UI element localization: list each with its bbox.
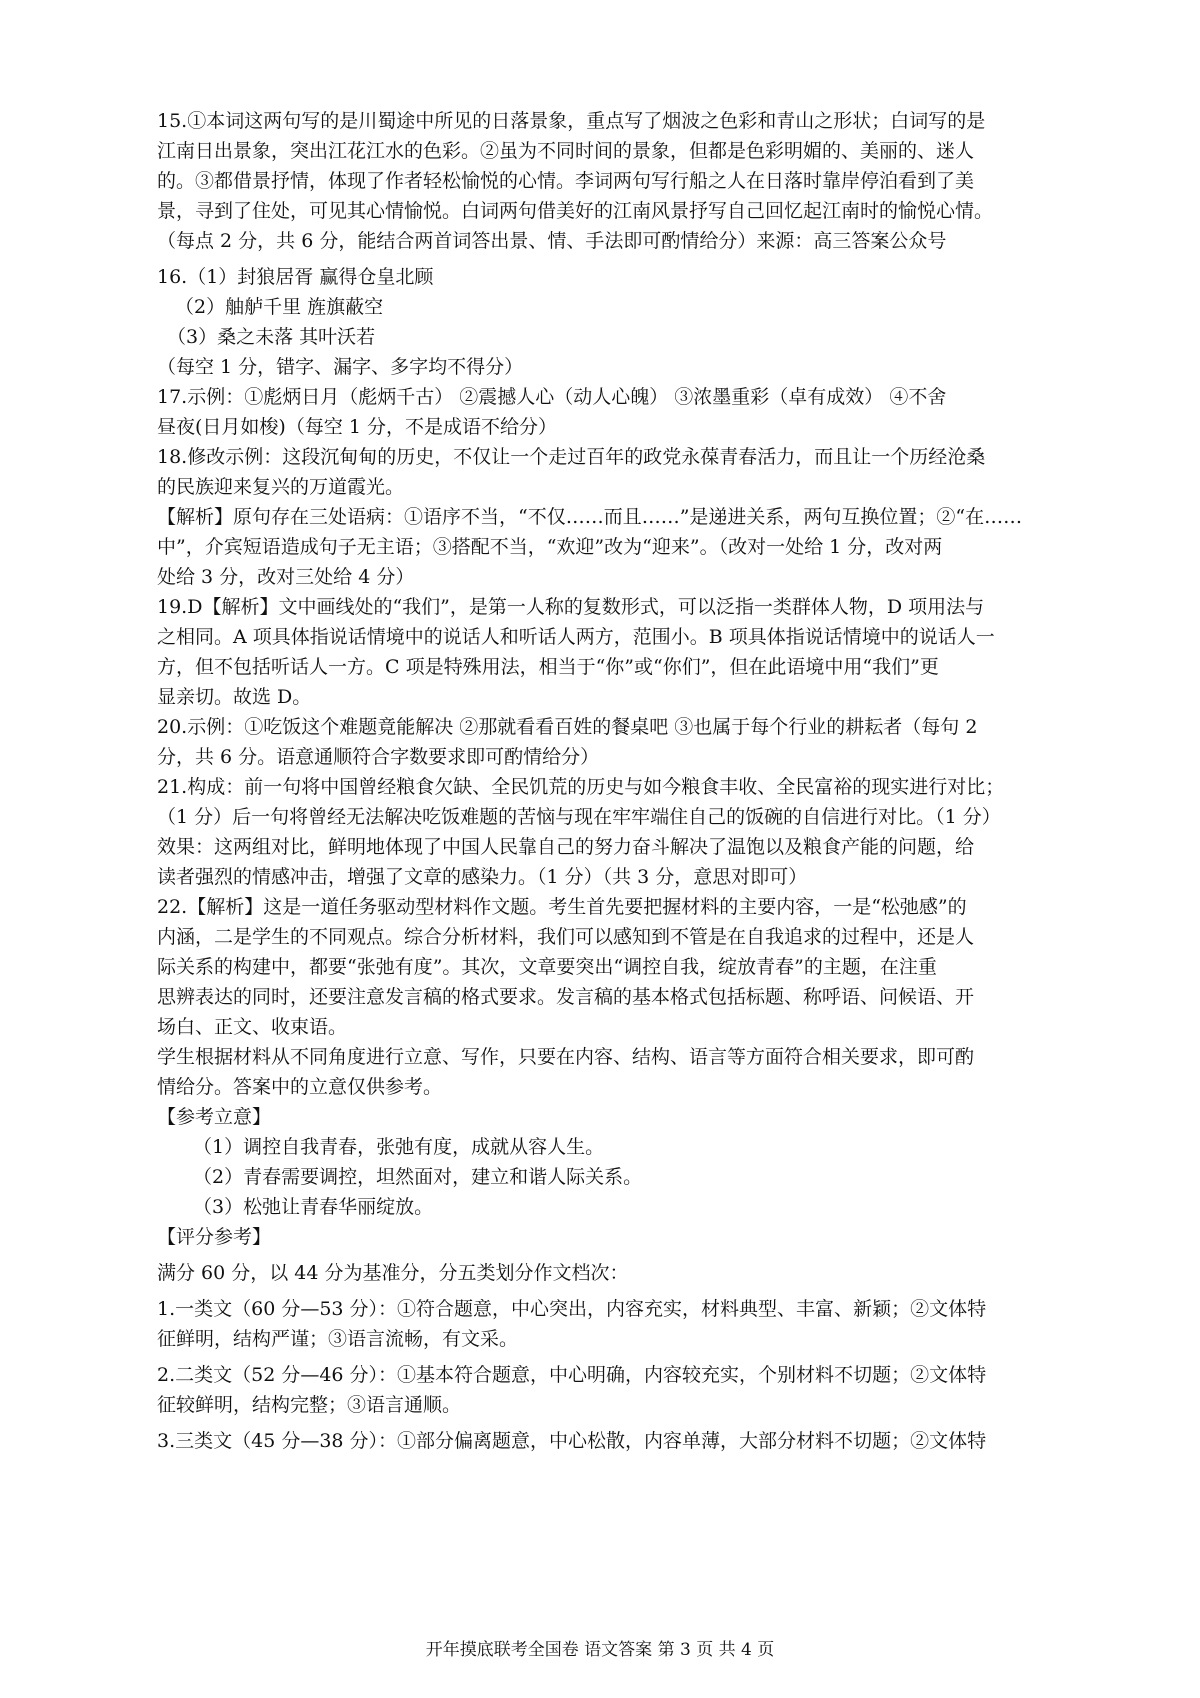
text-line: 征鲜明，结构严谨；③语言流畅，有文采。 xyxy=(157,1328,519,1350)
list-item: （1）调控自我青春，张弛有度，成就从容人生。 xyxy=(193,1136,605,1158)
text-line: 际关系的构建中，都要“张弛有度”。其次，文章要突出“调控自我，绽放青春”的主题，在注重 xyxy=(157,956,937,978)
text-line: 学生根据材料从不同角度进行立意、写作，只要在内容、结构、语言等方面符合相关要求，即可酌 xyxy=(157,1046,975,1068)
text-line: 的民族迎来复兴的万道霞光。 xyxy=(157,476,405,498)
text-line: （3）桑之未落 其叶沃若 xyxy=(167,326,376,348)
text-line: 显亲切。故选 D。 xyxy=(157,686,312,708)
section-heading-scoring-reference: 【评分参考】 xyxy=(157,1226,272,1248)
text-line: 景，寻到了住处，可见其心情愉悦。白词两句借美好的江南风景抒写自己回忆起江南时的愉悦心情。 xyxy=(157,200,994,222)
answer-page-body xyxy=(157,106,1067,1456)
text-line: 江南日出景象，突出江花江水的色彩。②虽为不同时间的景象，但都是色彩明媚的、美丽的、迷人 xyxy=(157,140,975,162)
section-heading-reference-ideas: 【参考立意】 xyxy=(157,1106,272,1128)
question-18-heading: 18.修改示例：这段沉甸甸的历史，不仅让一个走过百年的政党永葆青春活力，而且让一个历经沧桑 xyxy=(157,446,986,468)
text-line: 处给 3 分，改对三处给 4 分） xyxy=(157,566,415,588)
text-line: 征较鲜明，结构完整；③语言通顺。 xyxy=(157,1394,462,1416)
text-line: 情给分。答案中的立意仅供参考。 xyxy=(157,1076,443,1098)
text-line: 的。③都借景抒情，体现了作者轻松愉悦的心情。李词两句写行船之人在日落时靠岸停泊看到了美 xyxy=(157,170,975,192)
grade-item: 1.一类文（60 分—53 分）：①符合题意，中心突出，内容充实，材料典型、丰富、新颖；②文体特 xyxy=(157,1298,987,1320)
text-line: （每点 2 分，共 6 分，能结合两首词答出景、情、手法即可酌情给分）来源：高三答案公众号 xyxy=(157,230,947,252)
text-line: （每空 1 分，错字、漏字、多字均不得分） xyxy=(157,356,524,378)
grade-item: 3.三类文（45 分—38 分）：①部分偏离题意，中心松散，内容单薄，大部分材料不切题；②文体特 xyxy=(157,1430,987,1452)
text-line: 方，但不包括听话人一方。C 项是特殊用法，相当于“你”或“你们”，但在此语境中用“我们”更 xyxy=(157,656,939,678)
text-line: 之相同。A 项具体指说话情境中的说话人和听话人两方，范围小。B 项具体指说话情境中的说话人一 xyxy=(157,626,995,648)
text-line: 中”，介宾短语造成句子无主语；③搭配不当，“欢迎”改为“迎来”。（改对一处给 1 分，改对两 xyxy=(157,536,943,558)
question-21-heading: 21.构成：前一句将中国曾经粮食欠缺、全民饥荒的历史与如今粮食丰收、全民富裕的现实进行对比； xyxy=(157,776,1005,798)
question-16-heading: 16.（1）封狼居胥 赢得仓皇北顾 xyxy=(157,266,434,288)
text-line: 内涵，二是学生的不同观点。综合分析材料，我们可以感知到不管是在自我追求的过程中，还是人 xyxy=(157,926,975,948)
text-line: 效果：这两组对比，鲜明地体现了中国人民靠自己的努力奋斗解决了温饱以及粮食产能的问题，给 xyxy=(157,836,975,858)
question-17-heading: 17.示例：①彪炳日月（彪炳千古） ②震撼人心（动人心魄） ③浓墨重彩（卓有成效） ④不舍 xyxy=(157,386,947,408)
list-item: （2）青春需要调控，坦然面对，建立和谐人际关系。 xyxy=(193,1166,643,1188)
list-item: （3）松弛让青春华丽绽放。 xyxy=(193,1196,434,1218)
text-line: 分，共 6 分。语意通顺符合字数要求即可酌情给分） xyxy=(157,746,600,768)
text-line: 昼夜(日月如梭)（每空 1 分，不是成语不给分） xyxy=(157,416,557,438)
grade-item: 2.二类文（52 分—46 分）：①基本符合题意，中心明确，内容较充实，个别材料不切题；②文体特 xyxy=(157,1364,987,1386)
page-footer: 开年摸底联考全国卷 语文答案 第 3 页 共 4 页 xyxy=(425,1640,775,1660)
question-22-heading: 22.【解析】这是一道任务驱动型材料作文题。考生首先要把握材料的主要内容，一是“松弛感”的 xyxy=(157,896,967,918)
text-line: （1 分）后一句将曾经无法解决吃饭难题的苦恼与现在牢牢端住自己的饭碗的自信进行对比。（1 分） xyxy=(157,806,1001,828)
text-line: 15.①本词这两句写的是川蜀途中所见的日落景象，重点写了烟波之色彩和青山之形状；白词写的是 xyxy=(157,110,986,132)
question-20-heading: 20.示例：①吃饭这个难题竟能解决 ②那就看看百姓的餐桌吧 ③也属于每个行业的耕耘者（每句 2 xyxy=(157,716,978,738)
text-line: 场白、正文、收束语。 xyxy=(157,1016,348,1038)
text-line: 思辨表达的同时，还要注意发言稿的格式要求。发言稿的基本格式包括标题、称呼语、问候语、开 xyxy=(157,986,975,1008)
text-line: 满分 60 分，以 44 分为基准分，分五类划分作文档次： xyxy=(157,1262,629,1284)
text-line: 读者强烈的情感冲击，增强了文章的感染力。（1 分）（共 3 分，意思对即可） xyxy=(157,866,808,888)
text-line: （2）舳舻千里 旌旗蔽空 xyxy=(175,296,384,318)
question-19-heading: 19.D【解析】文中画线处的“我们”，是第一人称的复数形式，可以泛指一类群体人物，D 项用法与 xyxy=(157,596,985,618)
text-line: 【解析】原句存在三处语病：①语序不当，“不仅……而且……”是递进关系，两句互换位置；②“在…… xyxy=(157,506,1023,528)
